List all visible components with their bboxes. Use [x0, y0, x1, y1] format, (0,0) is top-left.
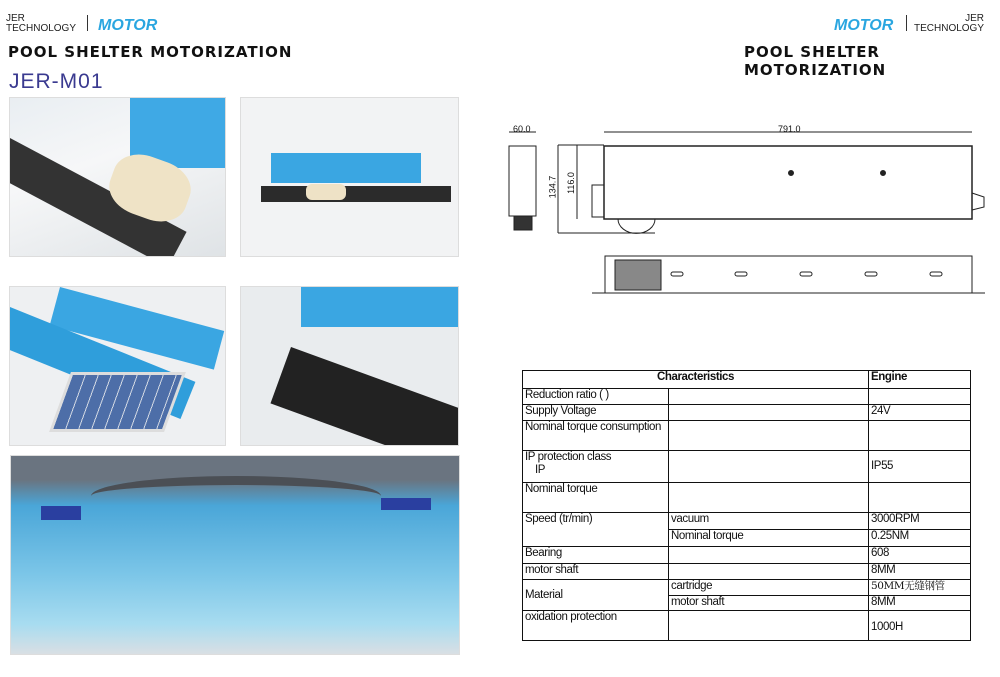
row-label: Nominal torque consumption [523, 421, 669, 451]
dimension-height-body: 116.0 [565, 172, 576, 194]
divider [87, 15, 88, 31]
row-label: Speed (tr/min) [523, 513, 669, 547]
brand-logo [6, 14, 76, 34]
brand-line2: TECHNOLOGY [914, 23, 985, 34]
row-value: 50MM无缝钢管 [869, 580, 971, 596]
table-row [523, 451, 971, 483]
row-sub: motor shaft [669, 596, 869, 611]
row-label: Material [523, 580, 669, 611]
table-header [523, 371, 971, 389]
row-label: oxidation protection [523, 611, 669, 641]
bottom-view [592, 256, 985, 293]
row-value: IP55 [869, 451, 971, 483]
photo-solar-panel [9, 286, 226, 446]
row-sub [669, 421, 869, 451]
table-row [523, 513, 971, 530]
divider-right [906, 15, 907, 31]
brand-line2: TECHNOLOGY [6, 23, 77, 34]
row-sub [669, 405, 869, 421]
row-value [869, 421, 971, 451]
row-value [869, 483, 971, 513]
row-value: 8MM [869, 564, 971, 580]
table-row [523, 405, 971, 421]
row-sub [669, 611, 869, 641]
category-label-right: MOTOR [834, 17, 894, 34]
dimension-height-total: 134.7 [547, 175, 558, 199]
row-label: Bearing [523, 547, 669, 564]
row-value: 8MM [869, 596, 971, 611]
photo-pool-installation [10, 455, 460, 655]
row-value: 608 [869, 547, 971, 564]
technical-drawing [500, 115, 990, 305]
row-sub [669, 564, 869, 580]
row-value: 0.25NM [869, 530, 971, 547]
row-value: 24V [869, 405, 971, 421]
model-number: JER-M01 [9, 70, 104, 93]
row-label: Supply Voltage [523, 405, 669, 421]
side-view [509, 132, 536, 230]
row-label [523, 451, 669, 483]
row-sub: cartridge [669, 580, 869, 596]
photo-motor-housing [240, 97, 459, 257]
row-sub: vacuum [669, 513, 869, 530]
row-sub [669, 547, 869, 564]
row-label: motor shaft [523, 564, 669, 580]
row-sub [669, 389, 869, 405]
dimension-length: 791.0 [778, 124, 801, 134]
row-label-line1: IP protection class [525, 451, 612, 463]
table-row [523, 564, 971, 580]
row-value: 3000RPM [869, 513, 971, 530]
row-label-line2: IP [535, 464, 546, 476]
row-label: Reduction ratio ( ) [523, 389, 669, 405]
table-row [523, 547, 971, 564]
header-characteristics: Characteristics [523, 371, 869, 389]
table-row [523, 580, 971, 596]
row-value: 1000H [869, 611, 971, 641]
brand-line1: JER [965, 13, 985, 24]
table-row [523, 421, 971, 451]
photo-motor-wiring [240, 286, 459, 446]
spec-table [522, 370, 971, 641]
table-row [523, 611, 971, 641]
brand-logo-right [914, 14, 984, 34]
table-row [523, 483, 971, 513]
dimension-width: 60.0 [513, 124, 531, 134]
row-sub [669, 483, 869, 513]
row-sub: Nominal torque [669, 530, 869, 547]
row-label: Nominal torque [523, 483, 669, 513]
row-sub [669, 451, 869, 483]
table-row [523, 389, 971, 405]
page-title-right: POOL SHELTER MOTORIZATION [744, 43, 887, 79]
brand-line1: JER [6, 13, 25, 24]
photo-motor-closeup [9, 97, 226, 257]
category-label: MOTOR [98, 17, 158, 34]
page-title-left: POOL SHELTER MOTORIZATION [8, 43, 293, 61]
front-view [558, 132, 984, 233]
row-value [869, 389, 971, 405]
header-engine: Engine [869, 371, 971, 389]
